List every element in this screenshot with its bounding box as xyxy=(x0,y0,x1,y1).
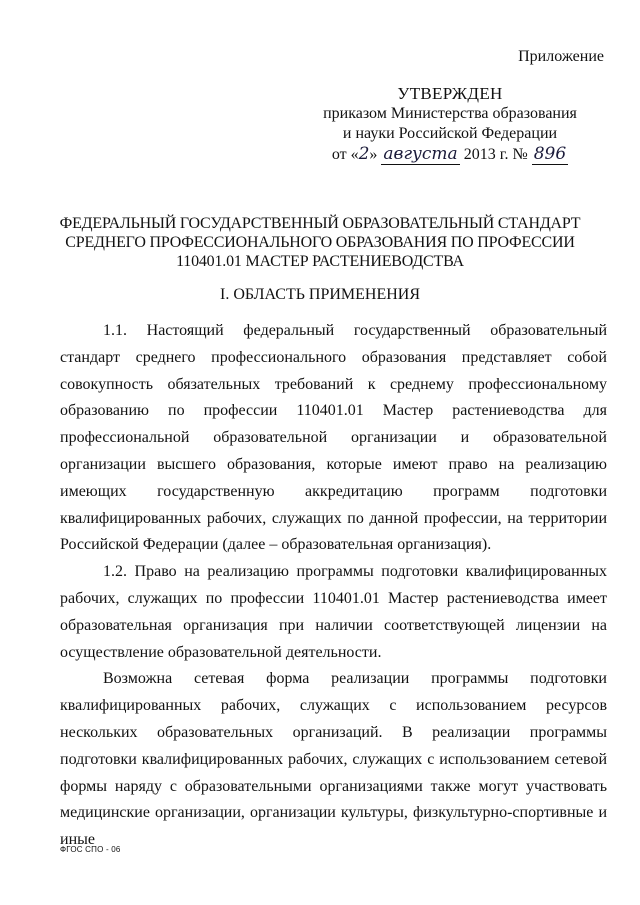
handwritten-number: 896 xyxy=(533,144,567,164)
approval-block xyxy=(300,84,600,165)
standard-title xyxy=(40,214,600,271)
appendix-label: Приложение xyxy=(518,48,604,65)
date-year: 2013 г. № xyxy=(463,146,528,163)
section-heading: I. ОБЛАСТЬ ПРИМЕНЕНИЯ xyxy=(219,286,421,303)
handwritten-day: 2 xyxy=(358,144,370,164)
standard-title-line-1: ФЕДЕРАЛЬНЫЙ ГОСУДАРСТВЕННЫЙ ОБРАЗОВАТЕЛЬНЫЙ СТАНДАРТ xyxy=(59,215,581,232)
date-mid: » xyxy=(369,146,378,163)
standard-title-line-3: 110401.01 МАСТЕР РАСТЕНИЕВОДСТВА xyxy=(176,253,464,270)
paragraph-network-form: Возможна сетевая форма реализации программы подготовки квалифицированных рабочих, служащих с использованием ресурсов нескольких образовательных организаций. В реализации программы подготовки квалифицированных рабочих, служащих с использованием сетевой формы наряду с образовательными организациями также могут участвовать медицинские организации, организации культуры, физкультурно-спортивные и иные xyxy=(60,670,607,849)
approval-line-2: и науки Российской Федерации xyxy=(342,125,558,142)
section-body xyxy=(60,318,607,854)
footer-code: ФГОС СПО - 06 xyxy=(60,845,121,854)
approval-line-1: приказом Министерства образования xyxy=(323,105,577,122)
paragraph-1-1: 1.1. Настоящий федеральный государственный образовательный стандарт среднего профессионального образования представляет собой совокупность обязательных требований к среднему профессиональному образованию по профессии 110401.01 Мастер растениеводства для профессиональной образовательной организации и образовательной организации высшего образования, которые имеют право на реализацию имеющих государственную аккредитацию программ подготовки квалифицированных рабочих, служащих по данной профессии, на территории Российской Федерации (далее – образовательная организация). xyxy=(60,322,607,554)
standard-title-line-2: СРЕДНЕГО ПРОФЕССИОНАЛЬНОГО ОБРАЗОВАНИЯ ПО ПРОФЕССИИ xyxy=(65,234,575,251)
approval-date-line xyxy=(300,144,600,165)
handwritten-month: августа xyxy=(383,144,458,164)
paragraph-1-2: 1.2. Право на реализацию программы подготовки квалифицированных рабочих, служащих по профессии 110401.01 Мастер растениеводства имеет образовательная организация при наличии соответствующей лицензии на осуществление образовательной деятельности. xyxy=(60,563,607,661)
date-prefix: от « xyxy=(331,146,359,163)
approval-title: УТВЕРЖДЕН xyxy=(397,84,503,103)
